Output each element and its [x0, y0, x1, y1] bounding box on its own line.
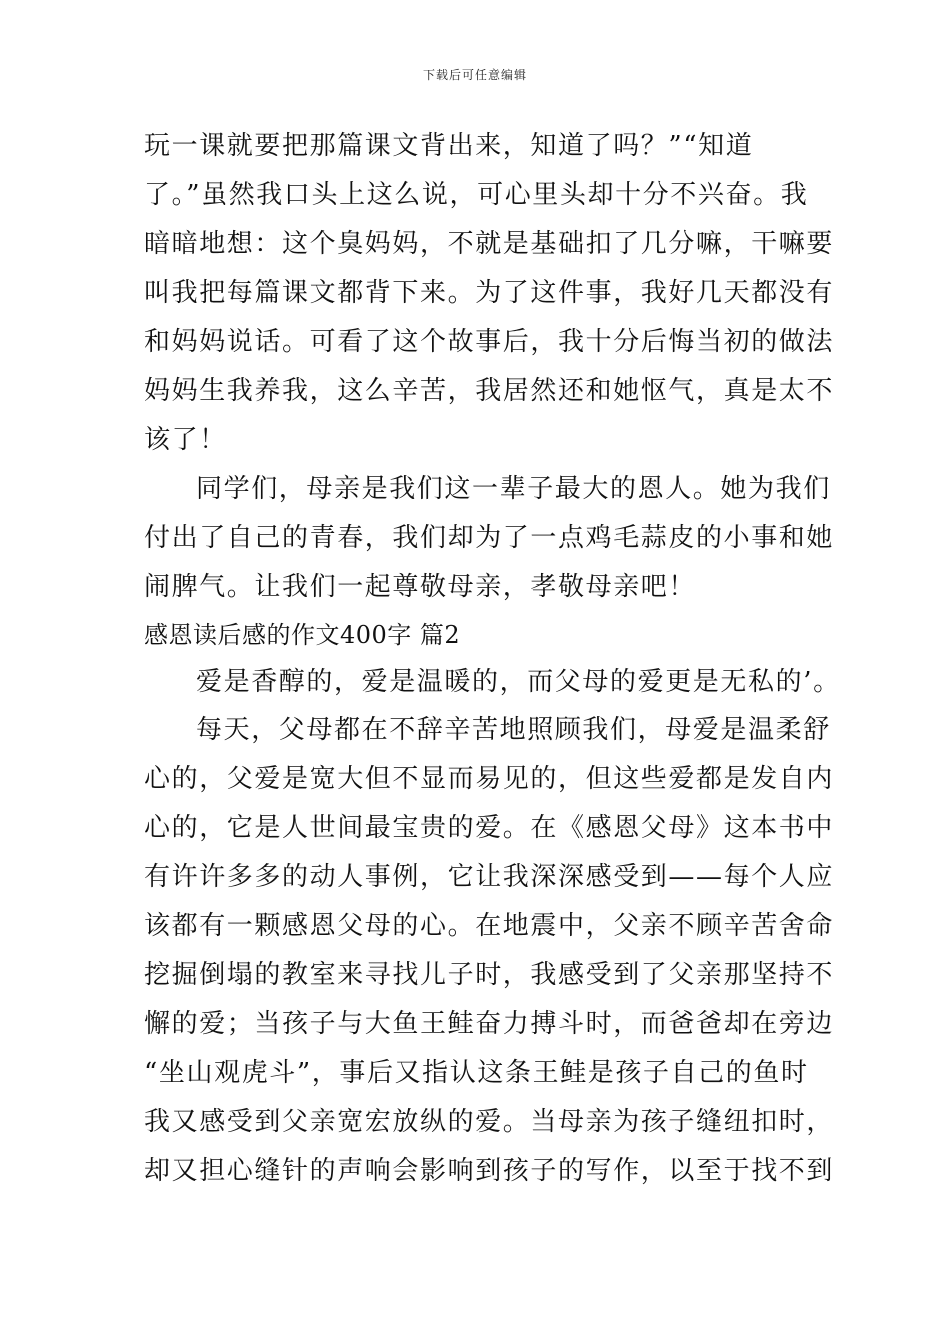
text-line: 暗暗地想：这个臭妈妈，不就是基础扣了几分嘛，干嘛要: [144, 229, 835, 259]
text-line: “坐山观虎斗”，事后又指认这条王鲑是孩子自己的鱼时: [144, 1058, 809, 1088]
text-line: 和妈妈说话。可看了这个故事后，我十分后悔当初的做法: [144, 327, 835, 357]
text-line: 有许许多多的动人事例，它让我深深感受到——每个人应: [144, 862, 835, 892]
paragraph: [144, 706, 835, 1196]
paragraph: [144, 659, 841, 706]
text-line: 玩一课就要把那篇课文背出来，知道了吗？”“知道: [144, 131, 754, 161]
paragraph: [144, 465, 835, 612]
text-line: 每天，父母都在不辞辛苦地照顾我们，母爱是温柔舒: [196, 715, 831, 745]
text-line: 心的，它是人世间最宝贵的爱。在《感恩父母》这本书中: [144, 813, 835, 843]
section-title: 感恩读后感的作文400字 篇2: [144, 621, 461, 649]
text-line: 该了！: [144, 425, 227, 455]
text-line: 叫我把每篇课文都背下来。为了这件事，我好几天都没有: [144, 278, 835, 308]
text-line: 却又担心缝针的声响会影响到孩子的写作，以至于找不到: [144, 1156, 835, 1186]
paragraph: [144, 122, 835, 465]
text-line: 心的，父爱是宽大但不显而易见的，但这些爱都是发自内: [144, 764, 835, 794]
text-line: 同学们，母亲是我们这一辈子最大的恩人。她为我们: [196, 474, 831, 504]
text-line: 挖掘倒塌的教室来寻找儿子时，我感受到了父亲那坚持不: [144, 960, 835, 990]
document-body: [144, 122, 841, 1196]
text-line: 我又感受到父亲宽宏放纵的爱。当母亲为孩子缝纽扣时，: [144, 1107, 835, 1137]
page-header: 下载后可任意编辑: [422, 68, 527, 82]
text-line: 付出了自己的青春，我们却为了一点鸡毛蒜皮的小事和她: [144, 523, 835, 553]
text-line: 了。”虽然我口头上这么说，可心里头却十分不兴奋。我: [144, 180, 809, 210]
text-line: 妈妈生我养我，这么辛苦，我居然还和她怄气，真是太不: [144, 376, 835, 406]
text-line: 懈的爱；当孩子与大鱼王鲑奋力搏斗时，而爸爸却在旁边: [144, 1009, 835, 1039]
text-line: 闹脾气。让我们一起尊敬母亲，孝敬母亲吧！: [144, 572, 697, 602]
text-line: 该都有一颗感恩父母的心。在地震中，父亲不顾辛苦舍命: [144, 911, 835, 941]
text-line: 爱是香醇的，爱是温暖的，而父母的爱更是无私的’。: [196, 667, 841, 697]
